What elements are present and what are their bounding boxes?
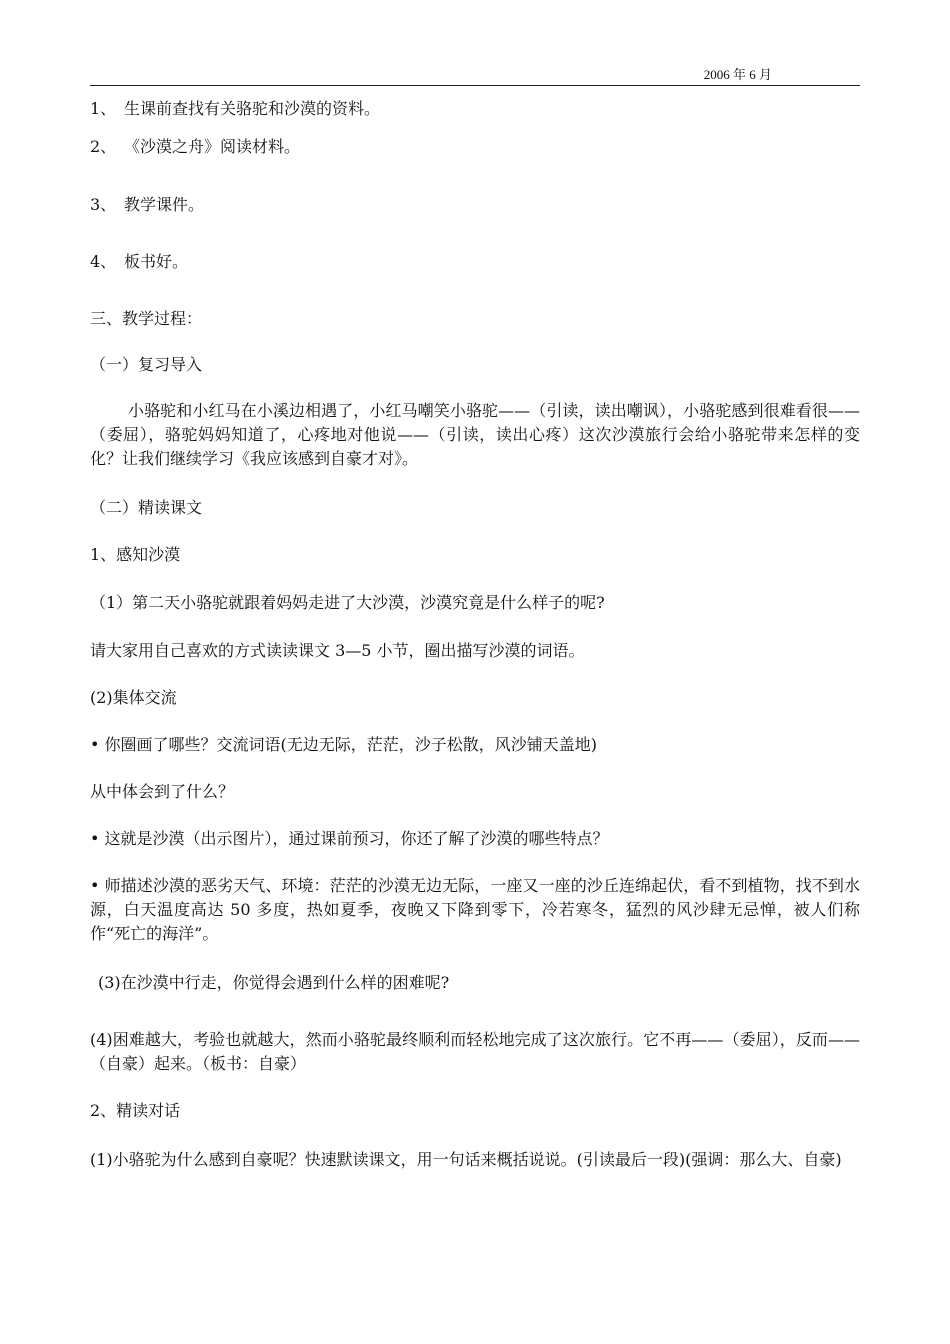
header-rule bbox=[90, 85, 860, 86]
header-date: 2006 年 6 月 bbox=[703, 67, 772, 82]
prep-item-text: 《沙漠之舟》阅读材料。 bbox=[124, 137, 301, 156]
bullet-desert-features: • 这就是沙漠（出示图片），通过课前预习，你还了解了沙漠的哪些特点？ bbox=[90, 829, 609, 848]
prep-item-number: 1、 bbox=[90, 99, 117, 118]
prep-item-3 bbox=[90, 193, 860, 217]
part-one-paragraph: 小骆驼和小红马在小溪边相遇了，小红马嘲笑小骆驼——（引读，读出嘲讽），小骆驼感到很难看很——（委屈），骆驼妈妈知道了，心疼地对他说——（引读，读出心疼）这次沙漠旅行会给小骆驼带来怎样的变化？让我们继续学习《我应该感到自豪才对》。 bbox=[90, 401, 860, 468]
question-1-task: 请大家用自己喜欢的方式读读课文 3—5 小节，圈出描写沙漠的词语。 bbox=[90, 641, 585, 660]
prep-item-number: 3、 bbox=[90, 195, 117, 214]
question-2: (2)集体交流 bbox=[90, 688, 177, 707]
prep-item-text: 教学课件。 bbox=[124, 195, 205, 214]
prep-item-number: 2、 bbox=[90, 137, 117, 156]
prep-item-number: 4、 bbox=[90, 252, 117, 271]
prep-item-text: 生课前查找有关骆驼和沙漠的资料。 bbox=[124, 99, 381, 118]
prep-item-1 bbox=[90, 97, 860, 121]
part-two-heading: （二）精读课文 bbox=[90, 498, 203, 517]
bullet-words: • 你圈画了哪些？交流词语(无边无际，茫茫，沙子松散，风沙铺天盖地) bbox=[90, 735, 598, 754]
bullet-words-followup: 从中体会到了什么？ bbox=[90, 782, 235, 801]
part-one-heading: （一）复习导入 bbox=[90, 355, 203, 374]
question-3: (3)在沙漠中行走，你觉得会遇到什么样的困难呢? bbox=[98, 973, 450, 992]
prep-item-text: 板书好。 bbox=[124, 252, 189, 271]
subsection-read-dialogue: 2、精读对话 bbox=[90, 1101, 181, 1120]
question-4: (4)困难越大，考验也就越大，然而小骆驼最终顺利而轻松地完成了这次旅行。它不再——（委屈），反而——（自豪）起来。（板书：自豪） bbox=[90, 1030, 860, 1073]
section-heading-teaching-process: 三、教学过程： bbox=[90, 309, 203, 328]
question-1: （1）第二天小骆驼就跟着妈妈走进了大沙漠，沙漠究竟是什么样子的呢? bbox=[90, 593, 605, 612]
prep-item-4 bbox=[90, 250, 860, 274]
prep-item-2 bbox=[90, 135, 860, 159]
bullet-teacher-description: • 师描述沙漠的恶劣天气、环境：茫茫的沙漠无边无际，一座又一座的沙丘连绵起伏，看不到植物，找不到水源，白天温度高达 50 多度，热如夏季，夜晚又下降到零下，冷若寒冬，猛烈的风沙肆无忌惮，被人们称作“死亡的海洋”。 bbox=[90, 876, 860, 943]
subsection-perceive-desert: 1、感知沙漠 bbox=[90, 545, 181, 564]
question-5: (1)小骆驼为什么感到自豪呢？快速默读课文，用一句话来概括说说。(引读最后一段)(强调：那么大、自豪) bbox=[90, 1150, 842, 1169]
